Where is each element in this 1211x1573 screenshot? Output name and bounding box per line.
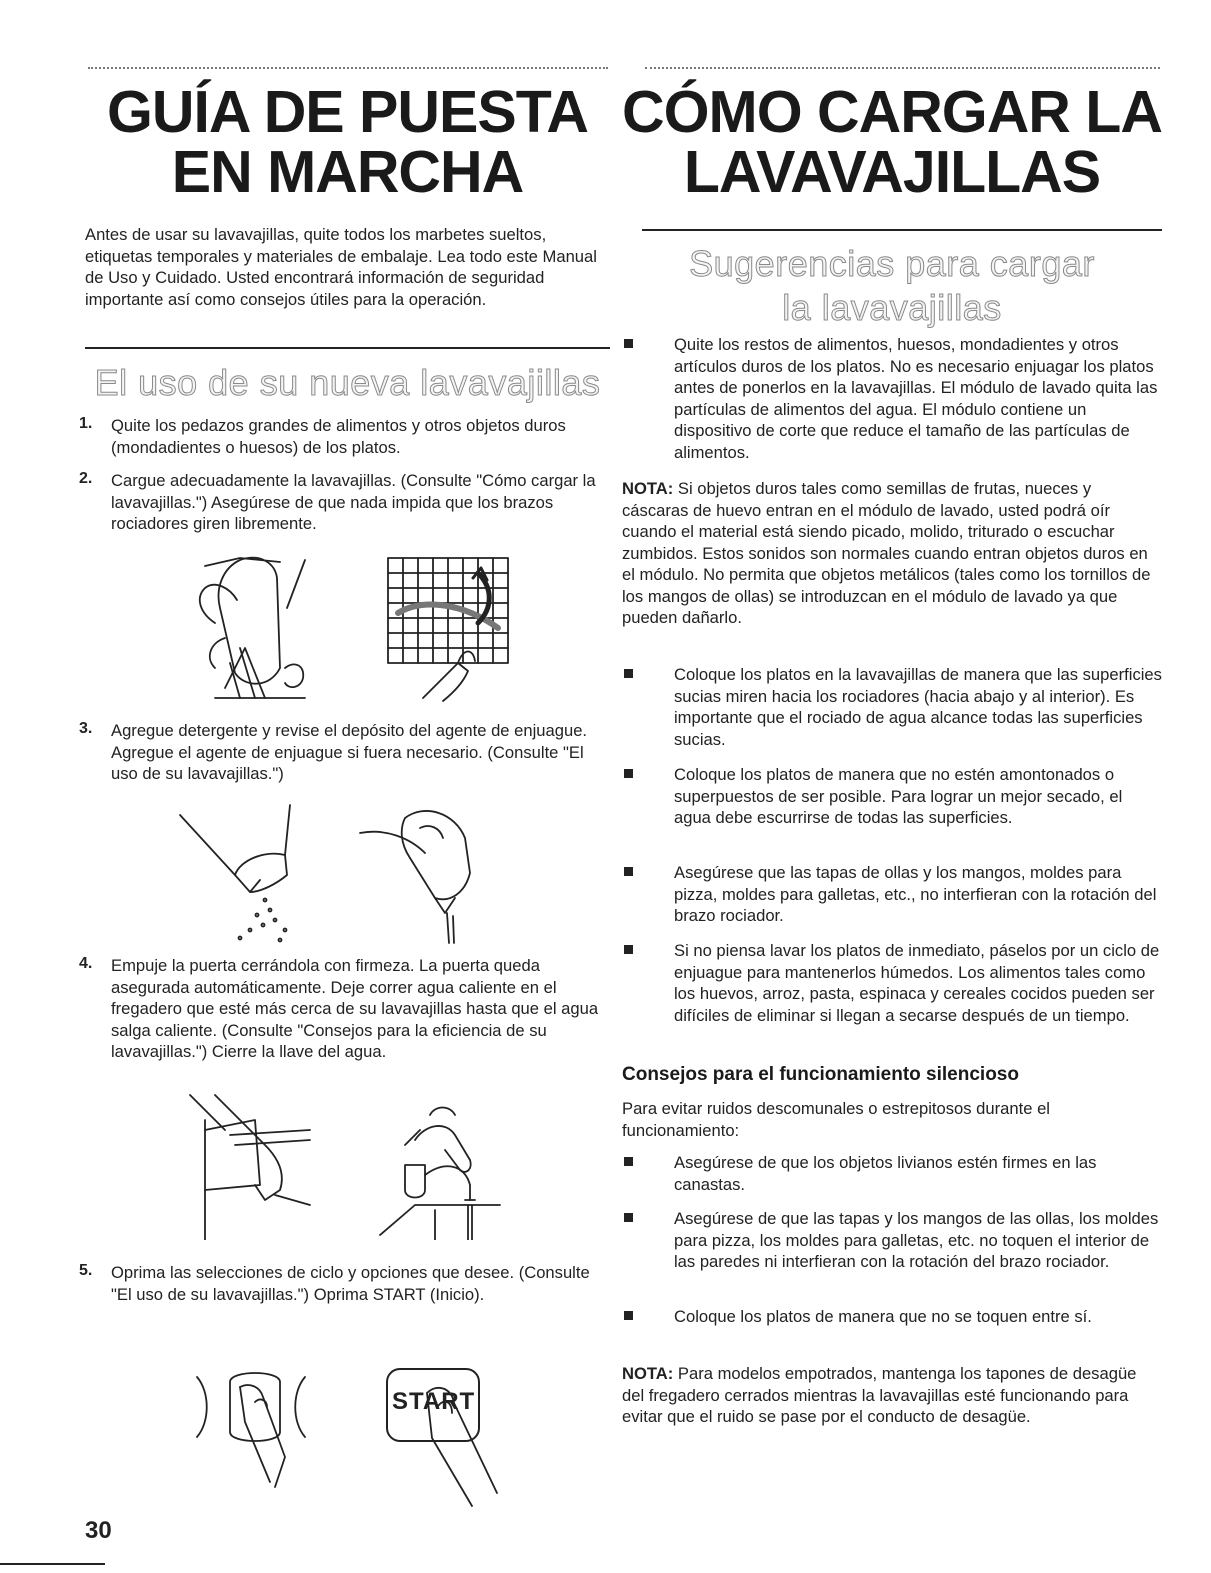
step-number: 1. [79,415,93,432]
note-2 [622,1363,1162,1428]
section-title-left: El uso de su nueva lavavajillas [94,362,601,403]
bullet-icon [624,867,633,876]
note-label: NOTA: [622,1364,674,1383]
close-door-illustration [185,1090,325,1240]
quiet-intro: Para evitar ruidos descomunales o estrepitosos durante el funcionamiento: [622,1099,1050,1140]
bullet-text: Asegúrese de que los objetos livianos estén firmes en las canastas. [674,1153,1097,1194]
note-text: Si objetos duros tales como semillas de frutas, nueces y cáscaras de huevo entran en el módulo de lavado, usted podrá oír cuando el material está siendo picado, molido, triturado o escuchar zumbidos. Estos sonidos son normales cuando entran objetos duros en el módulo. No permita que objetos metálicos (tales como los tornillos de los mangos de ollas) se introduzcan en el módulo de lavado ya que pueden dañarlo. [622,479,1151,627]
rack-illustration [383,553,513,703]
bullet-text: Coloque los platos de manera que no se toquen entre sí. [674,1307,1092,1326]
detergent-illustration [175,800,315,950]
step-number: 2. [79,470,93,487]
step-text: Oprima las selecciones de ciclo y opciones que desee. (Consulte "El uso de su lavavajillas.") Oprima START (Inicio). [111,1263,590,1304]
top-dotted-rule-right [645,67,1160,69]
note-1 [622,478,1162,629]
note-label: NOTA: [622,479,674,498]
step-number: 5. [79,1262,93,1279]
finger-icon [382,1368,502,1508]
step-number: 3. [79,720,93,737]
page-number: 30 [85,1517,112,1544]
step-text: Quite los pedazos grandes de alimentos y otros objetos duros (mondadientes o huesos) de los platos. [111,416,566,457]
section-title-line-2: la lavavajillas [782,287,1002,328]
bullet-icon [624,339,633,348]
step-text: Agregue detergente y revise el depósito del agente de enjuague. Agregue el agente de enjuague si fuera necesario. (Consulte "El uso de su lavavajillas.") [111,721,588,783]
section-title-right [622,242,1162,330]
step-text: Empuje la puerta cerrándola con firmeza. La puerta queda asegurada automáticamente. Deje correr agua caliente en el fregadero que esté más cerca de su lavavajillas hasta que el agua salga caliente. (Consulte "Consejos para la eficiencia de su lavavajillas.") Cierre la llave del agua. [111,956,599,1061]
step-text: Cargue adecuadamente la lavavajillas. (Consulte "Cómo cargar la lavavajillas.") Asegúrese de que nada impida que los brazos rociadores giren libremente. [111,471,596,533]
rinse-aid-illustration [355,798,485,948]
bullet-icon [624,1213,633,1222]
bullet-text: Quite los restos de alimentos, huesos, mondadientes y otros artículos duros de los platos. No es necesario enjuagar los platos antes de ponerlos en la lavavajillas. El módulo de lavado quita las partículas de alimentos del agua. El módulo contiene un dispositivo de corte que reduce el tamaño de las partículas de alimentos. [674,335,1158,462]
bullet-text: Coloque los platos de manera que no estén amontonados o superpuestos de ser posible. Para lograr un mejor secado, el agua debe escurrirse de todas las superficies. [674,765,1123,827]
load-dishes-illustration [185,548,335,708]
bullet-icon [624,669,633,678]
bullet-text: Coloque los platos en la lavavajillas de manera que las superficies sucias miren hacia los rociadores (hacia abajo y al interior). Es importante que el rociado de agua alcance todas las superficies sucias. [674,665,1162,749]
bullet-text: Asegúrese de que las tapas y los mangos de las ollas, los moldes para pizza, los moldes para galletas, etc. no toquen el interior de las paredes ni interfieran con la rotación del brazo rociador. [674,1209,1159,1271]
title-line-1: GUÍA DE PUESTA [107,79,588,145]
start-button-label: START [392,1388,476,1415]
title-line-1: CÓMO CARGAR LA [622,79,1162,145]
faucet-illustration [375,1090,505,1240]
bullet-text: Asegúrese que las tapas de ollas y los mangos, moldes para pizza, moldes para galletas, etc., no interfieran con la rotación del brazo rociador. [674,863,1157,925]
page-title-right [622,79,1162,205]
bullet-icon [624,1311,633,1320]
bullet-icon [624,945,633,954]
section-rule-right [642,229,1162,231]
title-line-2: LAVAVAJILLAS [683,139,1101,205]
bottom-rule [0,1563,105,1565]
start-button-illustration [382,1368,502,1508]
section-title-line-1: Sugerencias para cargar [689,243,1095,284]
bullet-icon [624,1157,633,1166]
cycle-select-illustration [185,1372,315,1492]
intro-paragraph: Antes de usar su lavavajillas, quite todos los marbetes sueltos, etiquetas temporales y materiales de embalaje. Lea todo este Manual de Uso y Cuidado. Usted encontrará información de seguridad importante así como consejos útiles para la operación. [85,225,597,309]
subheading-quiet-operation: Consejos para el funcionamiento silencioso [622,1064,1019,1085]
step-number: 4. [79,955,93,972]
bullet-text: Si no piensa lavar los platos de inmediato, páselos por un ciclo de enjuague para mantenerlos húmedos. Los alimentos tales como los huevos, arroz, pasta, espinaca y cereales cocidos pueden ser difíciles de eliminar si llegan a secarse después de un tiempo. [674,941,1160,1025]
section-rule-left [85,347,610,349]
bullet-icon [624,769,633,778]
note-text: Para modelos empotrados, mantenga los tapones de desagüe del fregadero cerrados mientras la lavavajillas esté funcionando para evitar que el ruido se pase por el conducto de desagüe. [622,1364,1137,1426]
title-line-2: EN MARCHA [171,139,524,205]
top-dotted-rule-left [88,67,608,69]
page-title-left [85,79,610,205]
